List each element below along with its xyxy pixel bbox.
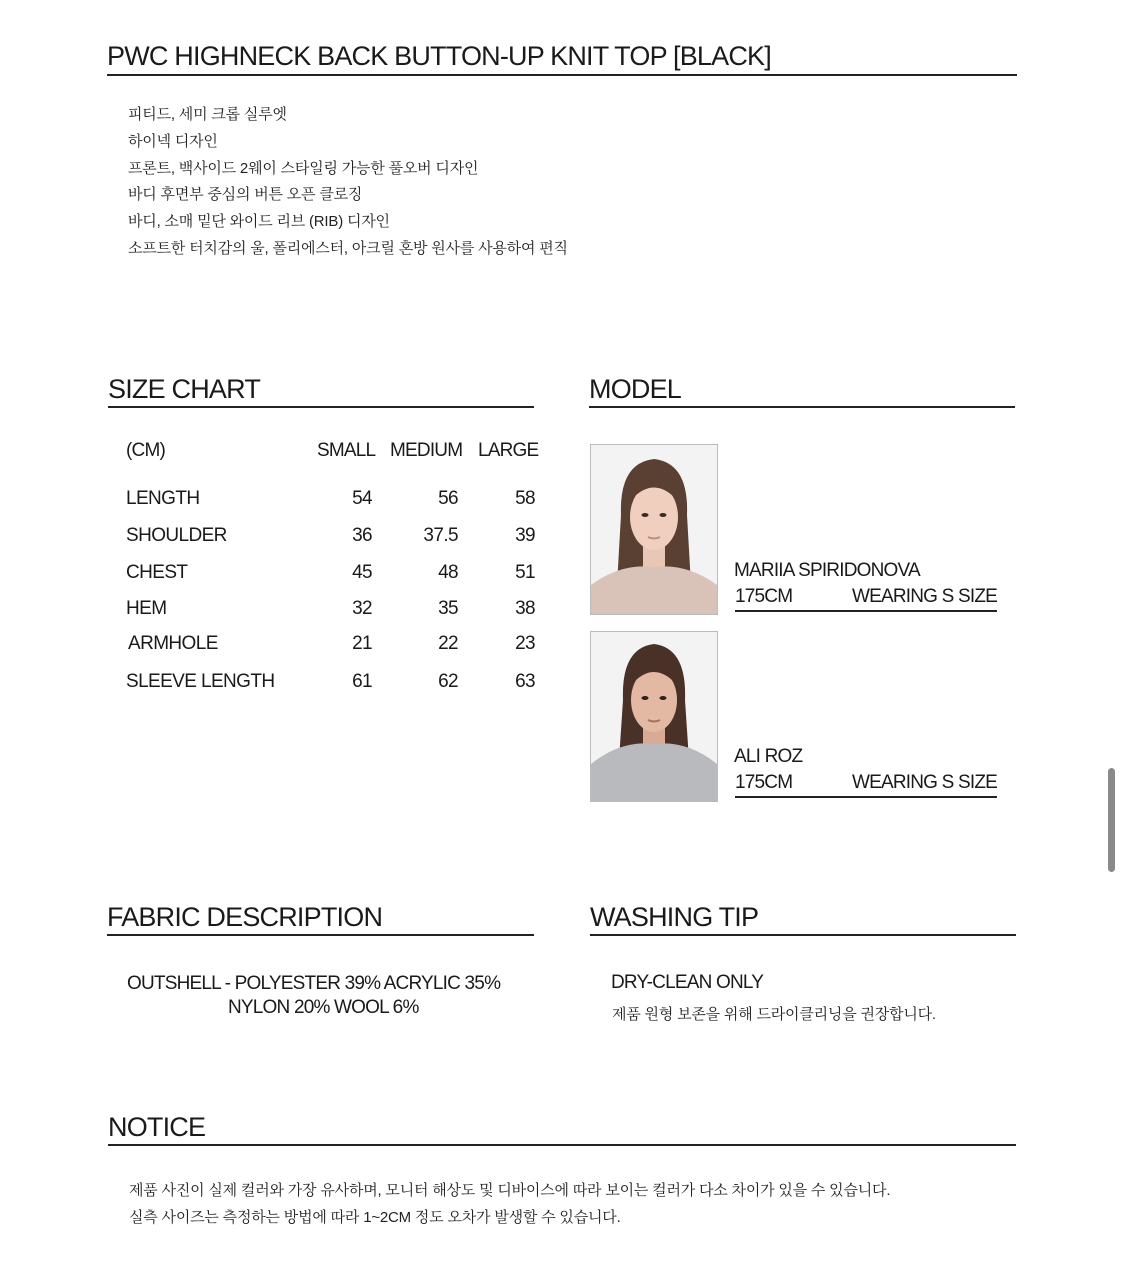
product-title: PWC HIGHNECK BACK BUTTON-UP KNIT TOP [BLACK] [107, 38, 1017, 76]
value-medium: 56 [438, 488, 458, 509]
size-chart-heading: SIZE CHART [108, 372, 534, 408]
value-medium: 35 [438, 598, 458, 619]
value-small: 36 [352, 525, 372, 546]
col-small: SMALL [317, 440, 376, 461]
value-medium: 37.5 [423, 525, 458, 546]
fabric-line-1: OUTSHELL - POLYESTER 39% ACRYLIC 35% [127, 973, 501, 994]
model-heading: MODEL [589, 372, 1015, 408]
unit-label: (CM) [126, 440, 166, 461]
notice-line-1: 제품 사진이 실제 컬러와 가장 유사하며, 모니터 해상도 및 디바이스에 따라 보이는 컬러가 다소 차이가 있을 수 있습니다. [129, 1182, 891, 1199]
value-large: 63 [515, 671, 535, 692]
model-1-info [735, 586, 997, 612]
fabric-line-2: NYLON 20% WOOL 6% [228, 997, 419, 1018]
washing-line-1: DRY-CLEAN ONLY [611, 972, 764, 993]
model-portrait-illustration [591, 632, 717, 801]
row-label: SLEEVE LENGTH [126, 671, 275, 692]
row-label: HEM [126, 598, 167, 619]
value-small: 21 [352, 633, 372, 654]
size-chart-header-row [126, 440, 546, 466]
row-label: LENGTH [126, 488, 200, 509]
feature-line: 하이넥 디자인 [128, 132, 218, 150]
value-medium: 48 [438, 562, 458, 583]
row-label: CHEST [126, 562, 188, 583]
model-2-wearing: WEARING S SIZE [851, 772, 997, 793]
feature-line: 바디, 소매 밑단 와이드 리브 (RIB) 디자인 [128, 213, 390, 231]
feature-line: 소프트한 터치감의 울, 폴리에스터, 아크릴 혼방 원사를 사용하여 편직 [128, 239, 568, 257]
model-2-info [735, 772, 997, 798]
size-row-shoulder [126, 525, 546, 551]
value-large: 39 [515, 525, 535, 546]
value-large: 51 [515, 562, 535, 583]
value-small: 54 [352, 488, 372, 509]
model-photo-2 [590, 631, 718, 802]
size-row-hem [126, 598, 546, 624]
notice-heading: NOTICE [108, 1110, 1016, 1146]
value-medium: 62 [438, 671, 458, 692]
model-1-wearing: WEARING S SIZE [851, 586, 997, 607]
value-small: 45 [352, 562, 372, 583]
model-photo-1 [590, 444, 718, 615]
value-medium: 22 [438, 633, 458, 654]
washing-line-2: 제품 원형 보존을 위해 드라이클리닝을 권장합니다. [612, 1006, 936, 1023]
row-label: SHOULDER [126, 525, 227, 546]
model-1-name: MARIIA SPIRIDONOVA [734, 560, 920, 581]
col-large: LARGE [478, 440, 539, 461]
value-large: 58 [515, 488, 535, 509]
model-2-name: ALI ROZ [734, 746, 803, 767]
value-large: 38 [515, 598, 535, 619]
model-2-shirt [591, 743, 717, 801]
washing-heading: WASHING TIP [590, 900, 1016, 936]
product-features [128, 102, 568, 263]
model-portrait-illustration [591, 445, 717, 614]
size-row-length [126, 488, 546, 514]
value-large: 23 [515, 633, 535, 654]
value-small: 61 [352, 671, 372, 692]
feature-line: 피티드, 세미 크롭 실루엣 [128, 106, 287, 123]
model-1-height: 175CM [735, 586, 793, 607]
col-medium: MEDIUM [390, 440, 463, 461]
size-row-chest [126, 562, 546, 588]
notice-line-2: 실측 사이즈는 측정하는 방법에 따라 1~2CM 정도 오차가 발생할 수 있습니다. [129, 1209, 621, 1226]
value-small: 32 [352, 598, 372, 619]
feature-line: 프론트, 백사이드 2웨이 스타일링 가능한 풀오버 디자인 [128, 159, 479, 177]
size-row-armhole [126, 633, 546, 659]
fabric-heading: FABRIC DESCRIPTION [107, 900, 534, 936]
feature-line: 바디 후면부 중심의 버튼 오픈 클로징 [128, 186, 363, 204]
size-row-sleeve-length [126, 671, 546, 697]
model-2-height: 175CM [735, 772, 793, 793]
row-label: ARMHOLE [128, 633, 218, 654]
vertical-scrollbar[interactable] [1108, 768, 1115, 872]
